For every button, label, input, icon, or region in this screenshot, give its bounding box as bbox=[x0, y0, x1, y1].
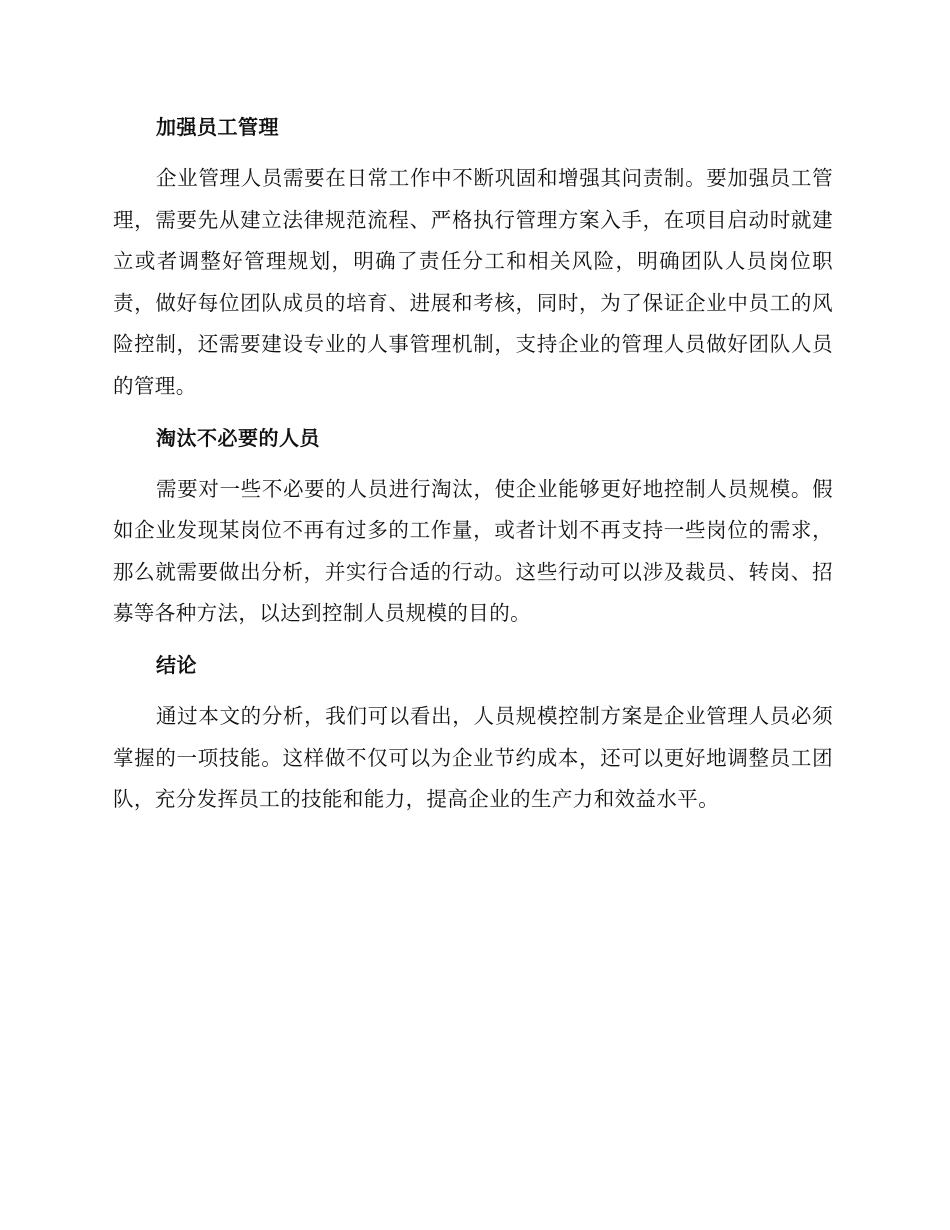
section-eliminate-staff bbox=[113, 421, 833, 635]
section-staff-management bbox=[113, 110, 833, 408]
section-heading: 淘汰不必要的人员 bbox=[156, 425, 320, 450]
section-heading: 结论 bbox=[156, 652, 197, 677]
section-conclusion bbox=[113, 648, 833, 821]
document-body bbox=[113, 110, 833, 834]
section-paragraph: 需要对一些不必要的人员进行淘汰，使企业能够更好地控制人员规模。假如企业发现某岗位不再有过多的工作量，或者计划不再支持一些岗位的需求，那么就需要做出分析，并实行合适的行动。这些行动可以涉及裁员、转岗、招募等各种方法，以达到控制人员规模的目的。 bbox=[113, 476, 833, 626]
section-paragraph: 通过本文的分析，我们可以看出，人员规模控制方案是企业管理人员必须掌握的一项技能。这样做不仅可以为企业节约成本，还可以更好地调整员工团队，充分发挥员工的技能和能力，提高企业的生产力和效益水平。 bbox=[113, 703, 833, 812]
section-heading: 加强员工管理 bbox=[156, 115, 279, 139]
section-paragraph: 企业管理人员需要在日常工作中不断巩固和增强其问责制。要加强员工管理，需要先从建立法律规范流程、严格执行管理方案入手，在项目启动时就建立或者调整好管理规划，明确了责任分工和相关风险，明确团队人员岗位职责，做好每位团队成员的培育、进展和考核，同时，为了保证企业中员工的风险控制，还需要建设专业的人事管理机制，支持企业的管理人员做好团队人员的管理。 bbox=[113, 166, 833, 398]
